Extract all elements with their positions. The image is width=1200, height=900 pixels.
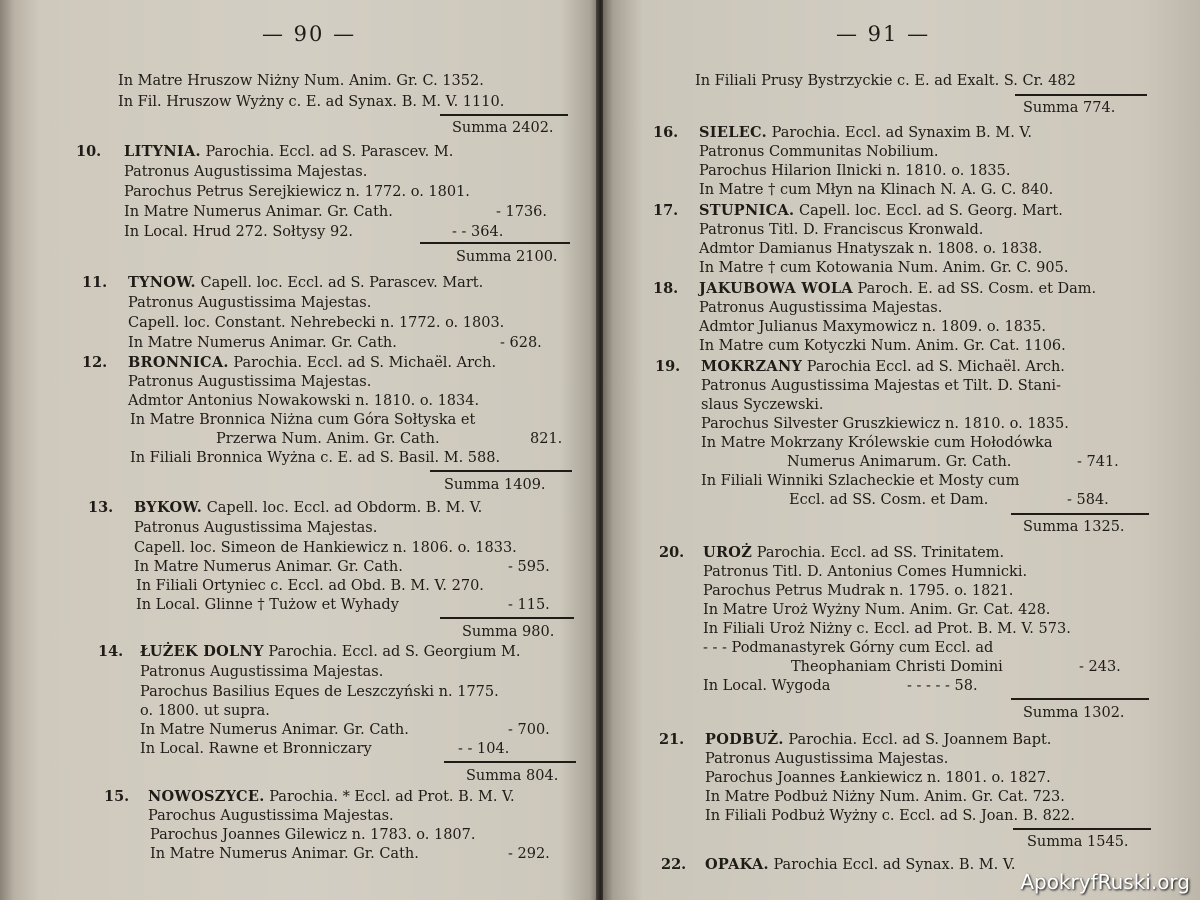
entry-heading-line (128, 274, 483, 292)
page-number-right: — 91 — (836, 22, 931, 46)
summa-line: Summa 804. (466, 768, 559, 784)
text-line: In Matre Numerus Animar. Gr. Cath. (140, 722, 409, 738)
count-value: - 628. (500, 335, 542, 351)
text-line: Patronus Communitas Nobilium. (699, 144, 939, 160)
count-value: - - - - - 58. (907, 678, 978, 694)
parish-name: UROŻ (703, 544, 753, 561)
entry-heading-line (124, 143, 453, 161)
text-line: Parochus Petrus Mudrak n. 1795. o. 1821. (703, 583, 1014, 599)
site-watermark: ApokryfRuski.org (1020, 870, 1190, 894)
entry-text: Parochia Eccl. ad Synax. B. M. V. (773, 857, 1016, 873)
entry-heading-line (140, 643, 520, 661)
entry-number: 16. (653, 124, 679, 141)
entry-number: 11. (82, 274, 108, 291)
text-line: In Matre Podbuż Niżny Num. Anim. Gr. Cat. 723. (705, 789, 1065, 805)
count-value: - 700. (508, 722, 550, 738)
entry-heading-line (701, 358, 1065, 376)
text-line: In Local. Glinne † Tużow et Wyhady (136, 597, 399, 613)
text-line: In Matre Numerus Animar. Gr. Cath. (150, 846, 419, 862)
text-line: Patronus Augustissima Majestas. (128, 374, 372, 390)
text-line: Admtor Damianus Hnatyszak n. 1808. o. 1838. (699, 241, 1043, 257)
text-line: Parochus Silvester Gruszkiewicz n. 1810. o. 1835. (701, 416, 1069, 432)
parish-name: SIELEC. (699, 124, 767, 141)
text-line: Parochus Basilius Eques de Leszczyński n. 1775. (140, 684, 499, 700)
page-number-left: — 90 — (262, 22, 357, 46)
text-line: Patronus Augustissima Majestas et Tilt. D. Stani- (701, 378, 1061, 394)
text-line: In Filiali Uroż Niżny c. Eccl. ad Prot. B. M. V. 573. (703, 621, 1071, 637)
parish-name: PODBUŻ. (705, 731, 784, 748)
entry-text: Parochia. Eccl. ad S. Michaël. Arch. (233, 355, 497, 371)
sum-rule (430, 470, 572, 472)
count-value: - 595. (508, 559, 550, 575)
text-line: In Filiali Winniki Szlacheckie et Mosty cum (701, 473, 1020, 489)
entry-number: 19. (655, 358, 681, 375)
parish-name: NOWOSZYCE. (148, 788, 265, 805)
entry-heading-line (699, 202, 1063, 220)
parish-name: BYKOW. (134, 499, 203, 516)
entry-heading-line (705, 856, 1015, 874)
count-value: - 115. (508, 597, 550, 613)
text-line: Patronus Augustissima Majestas. (134, 520, 378, 536)
text-line: Patronus Augustissima Majestas. (705, 751, 949, 767)
text-line: slaus Syczewski. (701, 397, 824, 413)
entry-heading-line (128, 354, 496, 372)
entry-heading-line (705, 731, 1051, 749)
summa-line: Summa 980. (462, 624, 555, 640)
text-line: In Fil. Hruszow Wyżny c. E. ad Synax. B. M. V. 1110. (118, 94, 505, 110)
entry-heading-line (703, 544, 1004, 562)
entry-number: 20. (659, 544, 685, 561)
text-line: Numerus Animarum. Gr. Cath. (787, 454, 1012, 470)
text-line: Parochus Augustissima Majestas. (148, 808, 394, 824)
right-page (603, 0, 1200, 900)
text-line: Theophaniam Christi Domini (791, 659, 1003, 675)
text-line: In Local. Wygoda (703, 678, 831, 694)
count-value: 821. (530, 431, 563, 447)
entry-text: Parochia Eccl. ad S. Michaël. Arch. (806, 359, 1065, 375)
entry-number: 22. (661, 856, 687, 873)
text-line: Capell. loc. Constant. Nehrebecki n. 1772. o. 1803. (128, 315, 505, 331)
count-value: - 741. (1077, 454, 1119, 470)
parish-name: BRONNICA. (128, 354, 229, 371)
entry-number: 14. (98, 643, 124, 660)
text-line: Patronus Titl. D. Franciscus Kronwald. (699, 222, 984, 238)
text-line: Patronus Augustissima Majestas. (124, 164, 368, 180)
entry-number: 13. (88, 499, 114, 516)
entry-number: 15. (104, 788, 130, 805)
entry-text: Capell. loc. Eccl. ad Obdorm. B. M. V. (206, 500, 483, 516)
entry-text: Parochia. Eccl. ad SS. Trinitatem. (756, 545, 1005, 561)
sum-rule (1011, 698, 1149, 700)
summa-line: Summa 1302. (1023, 705, 1125, 721)
count-value: - 243. (1079, 659, 1121, 675)
sum-rule (440, 114, 568, 116)
entry-text: Parochia. Eccl. ad S. Parascev. M. (205, 144, 454, 160)
entry-number: 10. (76, 143, 102, 160)
parish-name: LITYNIA. (124, 143, 201, 160)
text-line: Capell. loc. Simeon de Hankiewicz n. 1806. o. 1833. (134, 540, 517, 556)
text-line: In Filiali Prusy Bystrzyckie c. E. ad Exalt. S. Cr. 482 (695, 73, 1076, 89)
count-value: - 292. (508, 846, 550, 862)
text-line: In Matre Bronnica Niżna cum Góra Sołtyska et (130, 412, 476, 428)
entry-text: Capell. loc. Eccl. ad S. Georg. Mart. (799, 203, 1063, 219)
text-line: In Matre Numerus Animar. Gr. Cath. (134, 559, 403, 575)
entry-heading-line (699, 280, 1096, 298)
text-line: In Filiali Ortyniec c. Eccl. ad Obd. B. M. V. 270. (136, 578, 484, 594)
text-line: Parochus Hilarion Ilnicki n. 1810. o. 1835. (699, 163, 1011, 179)
text-line: In Filiali Podbuż Wyżny c. Eccl. ad S. Joan. B. 822. (705, 808, 1075, 824)
summa-line: Summa 1409. (444, 477, 546, 493)
text-line: In Matre Hruszow Niżny Num. Anim. Gr. C. 1352. (118, 73, 484, 89)
text-line: Eccl. ad SS. Cosm. et Dam. (789, 492, 989, 508)
text-line: In Matre † cum Kotowania Num. Anim. Gr. C. 905. (699, 260, 1069, 276)
count-value: - 1736. (496, 204, 548, 220)
sum-rule (444, 761, 576, 763)
summa-line: Summa 2100. (456, 249, 558, 265)
count-value: - - 104. (458, 741, 510, 757)
summa-line: Summa 2402. (452, 120, 554, 136)
parish-name: TYNOW. (128, 274, 196, 291)
text-line: In Matre Numerus Animar. Gr. Cath. (128, 335, 397, 351)
parish-name: STUPNICA. (699, 202, 795, 219)
text-line: Parochus Petrus Serejkiewicz n. 1772. o. 1801. (124, 184, 470, 200)
entry-text: Capell. loc. Eccl. ad S. Parascev. Mart. (200, 275, 484, 291)
sum-rule (420, 242, 570, 244)
text-line: Parochus Joannes Gilewicz n. 1783. o. 1807. (150, 827, 476, 843)
text-line: - - - Podmanastyrek Górny cum Eccl. ad (703, 640, 994, 656)
summa-line: Summa 774. (1023, 100, 1116, 116)
count-value: - - 364. (452, 224, 504, 240)
text-line: Patronus Titl. D. Antonius Comes Humnicki. (703, 564, 1028, 580)
parish-name: MOKRZANY (701, 358, 803, 375)
entry-text: Parochia. * Eccl. ad Prot. B. M. V. (269, 789, 515, 805)
left-page (0, 0, 598, 900)
text-line: In Local. Rawne et Bronniczary (140, 741, 372, 757)
sum-rule (1013, 828, 1151, 830)
text-line: In Matre Numerus Animar. Gr. Cath. (124, 204, 393, 220)
parish-name: ŁUŻEK DOLNY (140, 643, 264, 660)
summa-line: Summa 1545. (1027, 834, 1129, 850)
text-line: Przerwa Num. Anim. Gr. Cath. (216, 431, 440, 447)
summa-line: Summa 1325. (1023, 519, 1125, 535)
parish-name: OPAKA. (705, 856, 769, 873)
entry-heading-line (134, 499, 482, 517)
entry-heading-line (148, 788, 515, 806)
entry-text: Parochia. Eccl. ad S. Joannem Bapt. (788, 732, 1052, 748)
text-line: o. 1800. ut supra. (140, 703, 270, 719)
entry-heading-line (699, 124, 1032, 142)
text-line: In Matre Mokrzany Królewskie cum Hołodówka (701, 435, 1053, 451)
text-line: In Local. Hrud 272. Sołtysy 92. (124, 224, 354, 240)
text-line: Parochus Joannes Łankiewicz n. 1801. o. 1827. (705, 770, 1051, 786)
entry-number: 18. (653, 280, 679, 297)
text-line: In Filiali Bronnica Wyżna c. E. ad S. Basil. M. 588. (130, 450, 501, 466)
entry-text: Parochia. Eccl. ad Synaxim B. M. V. (771, 125, 1032, 141)
sum-rule (1015, 94, 1147, 96)
sum-rule (1011, 513, 1149, 515)
text-line: Admtor Antonius Nowakowski n. 1810. o. 1834. (128, 393, 480, 409)
sum-rule (440, 617, 574, 619)
text-line: In Matre † cum Młyn na Klinach N. A. G. C. 840. (699, 182, 1054, 198)
entry-number: 12. (82, 354, 108, 371)
entry-number: 21. (659, 731, 685, 748)
count-value: - 584. (1067, 492, 1109, 508)
text-line: Patronus Augustissima Majestas. (140, 664, 384, 680)
parish-name: JAKUBOWA WOLA (699, 280, 853, 297)
entry-number: 17. (653, 202, 679, 219)
text-line: Patronus Augustissima Majestas. (128, 295, 372, 311)
text-line: In Matre cum Kotyczki Num. Anim. Gr. Cat. 1106. (699, 338, 1066, 354)
text-line: Patronus Augustissima Majestas. (699, 300, 943, 316)
text-line: In Matre Uroż Wyżny Num. Anim. Gr. Cat. 428. (703, 602, 1051, 618)
text-line: Admtor Julianus Maxymowicz n. 1809. o. 1835. (699, 319, 1047, 335)
entry-text: Parochia. Eccl. ad S. Georgium M. (268, 644, 521, 660)
entry-text: Paroch. E. ad SS. Cosm. et Dam. (857, 281, 1097, 297)
